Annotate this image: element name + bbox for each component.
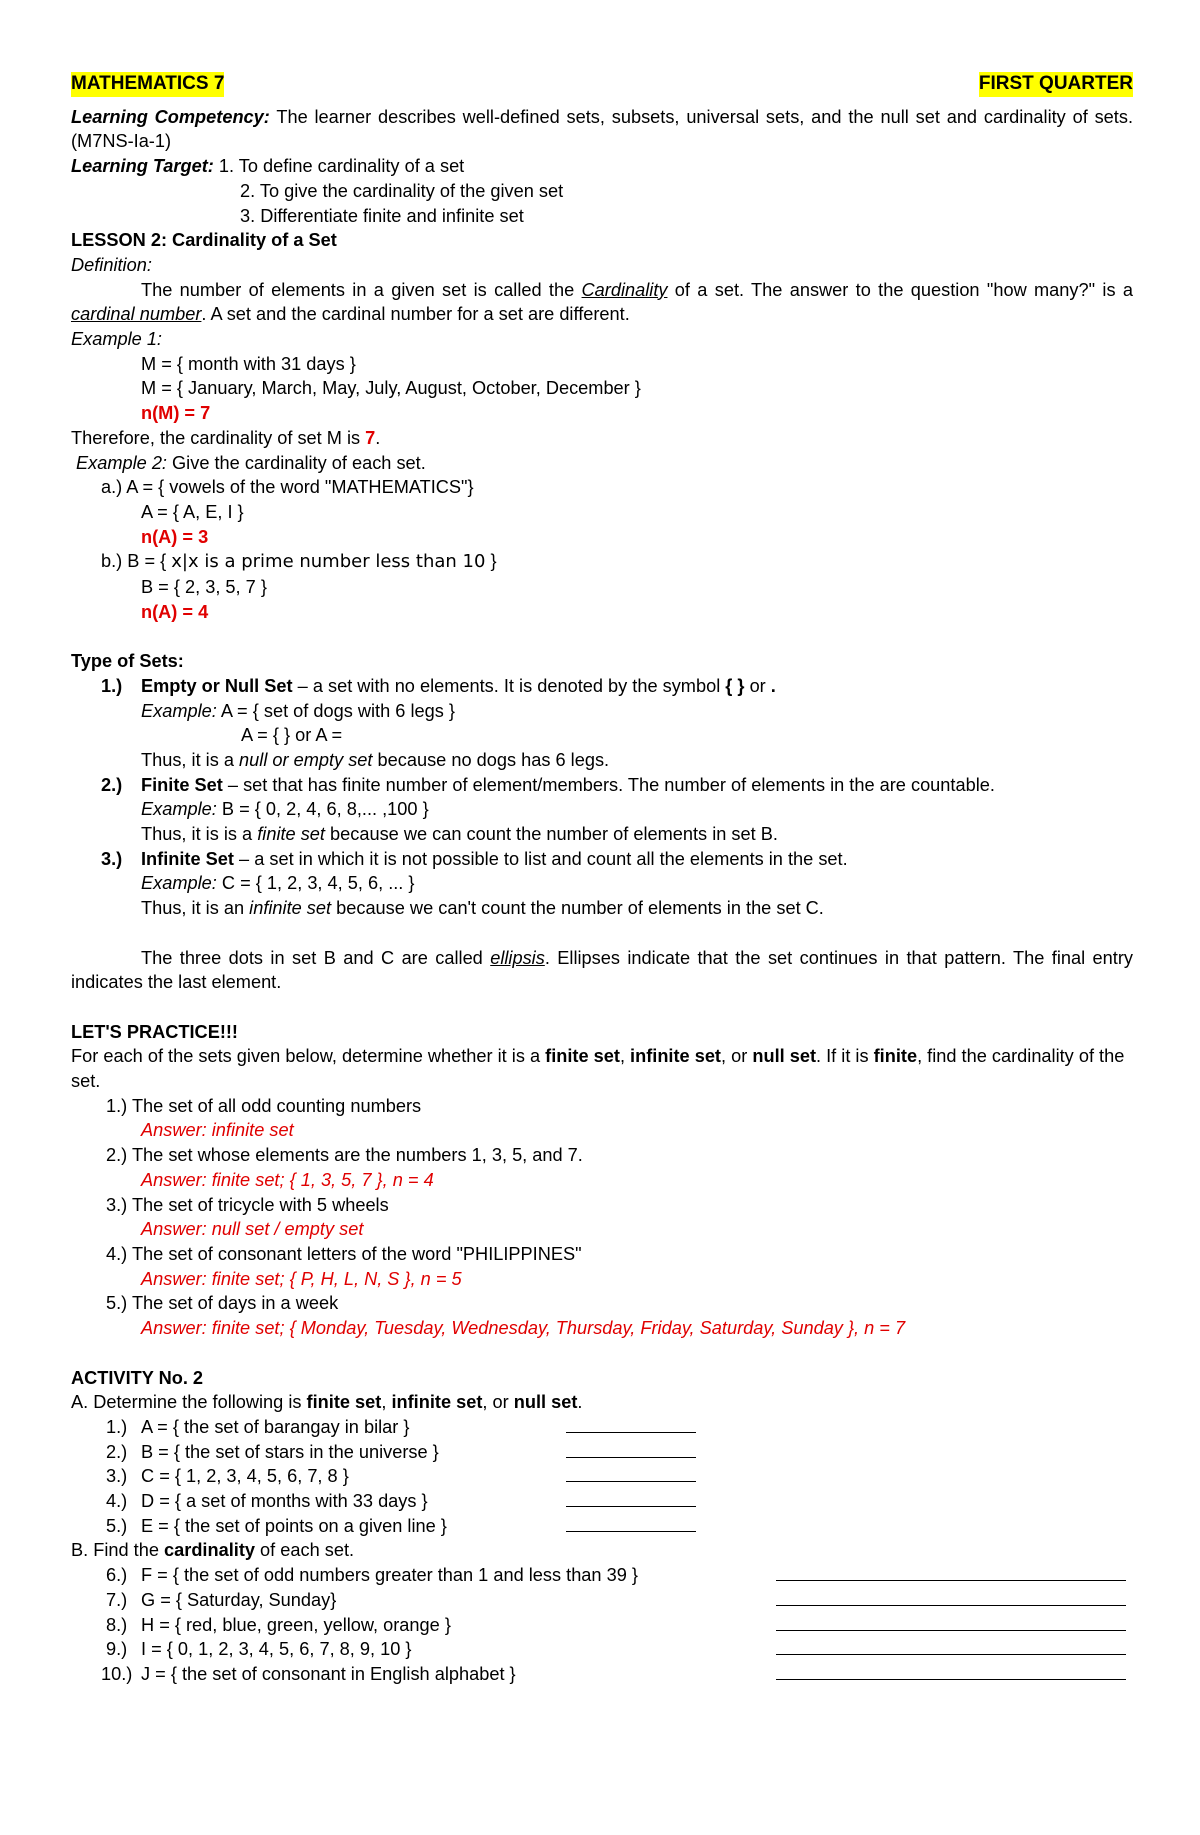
practice-question: 4.) The set of consonant letters of the word "PHILIPPINES" bbox=[106, 1244, 582, 1264]
practice-question: 3.) The set of tricycle with 5 wheels bbox=[106, 1194, 389, 1215]
activity-a-item: 5.) E = { the set of points on a given line } bbox=[71, 1514, 1133, 1539]
answer-blank[interactable] bbox=[776, 1637, 1126, 1655]
cardinality-term: Cardinality bbox=[581, 279, 668, 300]
type-finite-conclusion: Thus, it is is a finite set because we can count the number of elements in set B. bbox=[141, 824, 778, 845]
type-infinite-set: 3.) Infinite Set – a set in which it is not possible to list and count all the elements in the set. bbox=[101, 848, 848, 869]
activity-a-item: 1.) A = { the set of barangay in bilar } bbox=[71, 1415, 1133, 1440]
example2-line: a.) A = { vowels of the word "MATHEMATICS"} bbox=[101, 477, 474, 498]
example2-answer: n(A) = 4 bbox=[141, 601, 209, 622]
example2-answer: n(A) = 3 bbox=[141, 526, 209, 547]
example1-conclusion: Therefore, the cardinality of set M is 7. bbox=[71, 427, 381, 448]
example1-label: Example 1: bbox=[71, 329, 162, 350]
answer-blank[interactable] bbox=[776, 1662, 1126, 1680]
answer-blank[interactable] bbox=[776, 1588, 1126, 1606]
worksheet-page bbox=[71, 72, 1133, 1687]
ellipsis-note: The three dots in set B and C are called ellipsis. Ellipses indicate that the set continues in that pattern. The final entry indicates the last element. bbox=[71, 947, 1133, 993]
activity-b-item: 8.) H = { red, blue, green, yellow, orange } bbox=[71, 1613, 1133, 1638]
lesson-title: LESSON 2: Cardinality of a Set bbox=[71, 230, 337, 251]
example1-line: M = { January, March, May, July, August, October, December } bbox=[141, 378, 641, 399]
activity-a-item: 3.) C = { 1, 2, 3, 4, 5, 6, 7, 8 } bbox=[71, 1464, 1133, 1489]
learning-target: Learning Target: 1. To define cardinality of a set bbox=[71, 156, 465, 177]
example2-line: A = { A, E, I } bbox=[141, 501, 244, 522]
practice-question: 2.) The set whose elements are the numbers 1, 3, 5, and 7. bbox=[106, 1145, 583, 1166]
practice-answer: Answer: infinite set bbox=[141, 1120, 294, 1141]
type-empty-conclusion: Thus, it is a null or empty set because no dogs has 6 legs. bbox=[141, 749, 610, 770]
cardinal-number-term: cardinal number bbox=[71, 304, 202, 325]
activity-a-item: 4.) D = { a set of months with 33 days } bbox=[71, 1489, 1133, 1514]
answer-blank[interactable] bbox=[566, 1464, 696, 1482]
type-infinite-conclusion: Thus, it is an infinite set because we can't count the number of elements in the set C. bbox=[141, 898, 824, 919]
definition-label: Definition: bbox=[71, 254, 152, 275]
activity-b-item: 10.) J = { the set of consonant in English alphabet } bbox=[71, 1662, 1133, 1687]
type-infinite-example: Example: C = { 1, 2, 3, 4, 5, 6, ... } bbox=[141, 873, 415, 894]
type-finite-example: Example: B = { 0, 2, 4, 6, 8,... ,100 } bbox=[141, 799, 429, 820]
practice-answer: Answer: null set / empty set bbox=[141, 1219, 364, 1240]
practice-question: 1.) The set of all odd counting numbers bbox=[106, 1095, 422, 1116]
activity-b-item: 9.) I = { 0, 1, 2, 3, 4, 5, 6, 7, 8, 9, 10 } bbox=[71, 1637, 1133, 1662]
activity-part-a-instructions: A. Determine the following is finite set, infinite set, or null set. bbox=[71, 1392, 583, 1413]
subject-label: MATHEMATICS 7 bbox=[71, 72, 224, 97]
practice-title: LET'S PRACTICE!!! bbox=[71, 1021, 238, 1042]
practice-answer: Answer: finite set; { P, H, L, N, S }, n = 5 bbox=[141, 1268, 462, 1289]
activity-a-item: 2.) B = { the set of stars in the universe } bbox=[71, 1440, 1133, 1465]
answer-blank[interactable] bbox=[566, 1440, 696, 1458]
activity-part-b-instructions: B. Find the cardinality of each set. bbox=[71, 1540, 355, 1561]
practice-answer: Answer: finite set; { 1, 3, 5, 7 }, n = 4 bbox=[141, 1169, 434, 1190]
type-empty-set: 1.) Empty or Null Set – a set with no elements. It is denoted by the symbol { } or . bbox=[101, 675, 776, 696]
type-empty-example: A = { } or A = bbox=[241, 725, 343, 746]
example2-heading: Example 2: Give the cardinality of each set. bbox=[76, 452, 426, 473]
learning-target-item: 3. Differentiate finite and infinite set bbox=[240, 205, 524, 226]
activity-b-item: 7.) G = { Saturday, Sunday} bbox=[71, 1588, 1133, 1613]
answer-blank[interactable] bbox=[566, 1415, 696, 1433]
learning-target-item: 2. To give the cardinality of the given set bbox=[240, 180, 564, 201]
example2-line: b.) B = { x|x is a prime number less than 10 } bbox=[101, 551, 497, 573]
definition-text: The number of elements in a given set is called the Cardinality of a set. The answer to the question "how many?" is a cardinal number. A set and the cardinal number for a set are different. bbox=[71, 279, 1133, 325]
type-finite-set: 2.) Finite Set – set that has finite number of element/members. The number of elements in the are countable. bbox=[101, 774, 995, 795]
learning-competency: Learning Competency: The learner describes well-defined sets, subsets, universal sets, and the null set and cardinality of sets. (M7NS-Ia-1) bbox=[71, 106, 1133, 152]
page-header bbox=[71, 72, 1133, 97]
type-empty-example: Example: A = { set of dogs with 6 legs } bbox=[141, 700, 455, 721]
activity-title: ACTIVITY No. 2 bbox=[71, 1367, 204, 1388]
answer-blank[interactable] bbox=[566, 1489, 696, 1507]
answer-blank[interactable] bbox=[776, 1613, 1126, 1631]
quarter-label: FIRST QUARTER bbox=[979, 72, 1133, 97]
activity-b-item: 6.) F = { the set of odd numbers greater than 1 and less than 39 } bbox=[71, 1563, 1133, 1588]
practice-answer: Answer: finite set; { Monday, Tuesday, Wednesday, Thursday, Friday, Saturday, Sunday }, n = 7 bbox=[141, 1318, 906, 1339]
example1-line: M = { month with 31 days } bbox=[141, 353, 356, 374]
example1-answer: n(M) = 7 bbox=[141, 403, 211, 424]
types-title: Type of Sets: bbox=[71, 651, 184, 672]
answer-blank[interactable] bbox=[566, 1514, 696, 1532]
practice-question: 5.) The set of days in a week bbox=[106, 1293, 339, 1314]
answer-blank[interactable] bbox=[776, 1563, 1126, 1581]
example2-line: B = { 2, 3, 5, 7 } bbox=[141, 577, 267, 598]
practice-instructions: For each of the sets given below, determine whether it is a finite set, infinite set, or null set. If it is finite, find the cardinality of the set. bbox=[71, 1046, 1125, 1092]
